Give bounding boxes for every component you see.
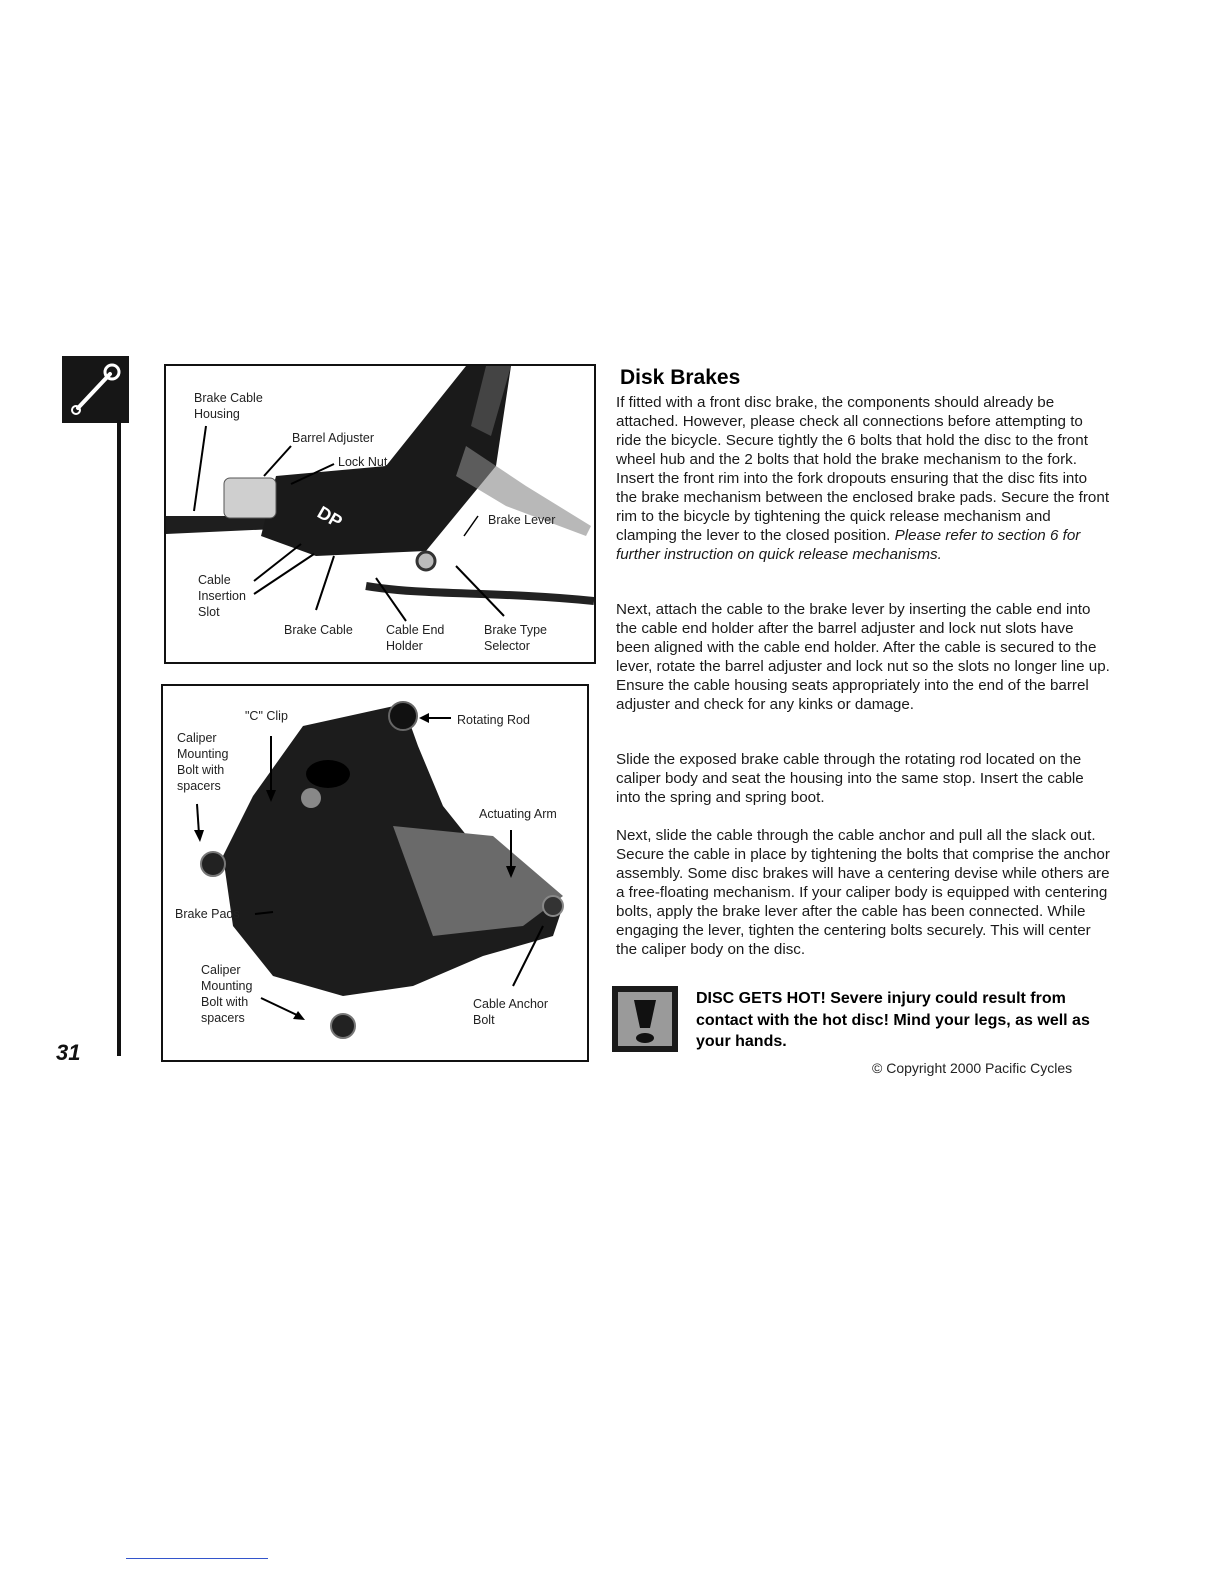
label-brake-pads: Brake Pads [175, 907, 240, 921]
label-cable-anchor-bolt: Cable Anchor Bolt [473, 997, 549, 1027]
paragraph-2: Next, attach the cable to the brake lever by inserting the cable end into the cable end holder after the barrel adjuster and lock nut slots have been aligned with the cable end holder. After the cable is secured to the lever, rotate the barrel adjuster and lock nut so the slots no longer line up. Ensure the cable housing seats appropriately into the end of the barrel adjuster and check for any kinks or damage. [616, 601, 1110, 713]
label-cable-end-holder: Cable End Holder [386, 623, 445, 653]
label-brake-lever: Brake Lever [488, 513, 556, 527]
label-c-clip: "C" Clip [245, 709, 288, 723]
page-number: 31 [56, 1040, 81, 1065]
label-cable-insertion-slot: Cable Insertion Slot [198, 573, 246, 619]
paragraph-3: Slide the exposed brake cable through the rotating rod located on the caliper body and seat the housing into the same stop. Insert the cable into the spring and spring boot. [616, 751, 1084, 806]
label-barrel-adjuster: Barrel Adjuster [292, 431, 374, 445]
label-lock-nut: Lock Nut [338, 455, 388, 469]
brake-lever-figure [164, 364, 596, 664]
paragraph-1 [616, 393, 1110, 564]
warning-text: DISC GETS HOT! Severe injury could result from contact with the hot disc! Mind your legs, as well as your hands. [696, 990, 1090, 1050]
paragraph-1-text: If fitted with a front disc brake, the components should already be attached. However, please check all connections before attempting to ride the bicycle. Secure tightly the 6 bolts that hold the disc to the front wheel hub and the 2 bolts that hold the brake mechanism to the fork. Insert the front rim into the fork dropouts ensuring that the disc fits into the brake mechanism between the enclosed brake pads. Secure the front rim to the bicycle by tightening the quick release mechanism and clamping the lever to the closed position. [616, 394, 1110, 544]
label-brake-cable: Brake Cable [284, 623, 353, 637]
footer-rule [126, 1558, 268, 1559]
label-rotating-rod: Rotating Rod [457, 713, 530, 727]
section-rule [117, 420, 121, 1056]
label-caliper-mounting-bolt-bottom: Caliper Mounting Bolt with spacers [201, 963, 253, 1025]
warning-exclamation-icon [612, 986, 678, 1052]
copyright: © Copyright 2000 Pacific Cycles [872, 1060, 1073, 1076]
label-caliper-mounting-bolt-top: Caliper Mounting Bolt with spacers [177, 731, 229, 793]
svg-text:DP: DP [314, 502, 346, 532]
label-brake-type-selector: Brake Type Selector [484, 623, 548, 653]
wrench-icon [62, 356, 129, 423]
paragraph-1-italic: Please refer to section 6 for further instruction on quick release mechanisms. [616, 527, 1081, 563]
caliper-figure [161, 684, 589, 1062]
label-brake-cable-housing: Brake Cable Housing [194, 391, 263, 421]
page-title: Disk Brakes [620, 366, 741, 389]
label-actuating-arm: Actuating Arm [479, 807, 557, 821]
paragraph-4: Next, slide the cable through the cable anchor and pull all the slack out. Secure the cable in place by tightening the bolts that comprise the anchor assembly. Some disc brakes will have a centering devise while others are a free-floating mechanism. If your caliper body is equipped with centering bolts, apply the brake lever after the cable has been connected. While engaging the lever, tighten the centering bolts securely. This will center the caliper body on the disc. [616, 827, 1110, 958]
